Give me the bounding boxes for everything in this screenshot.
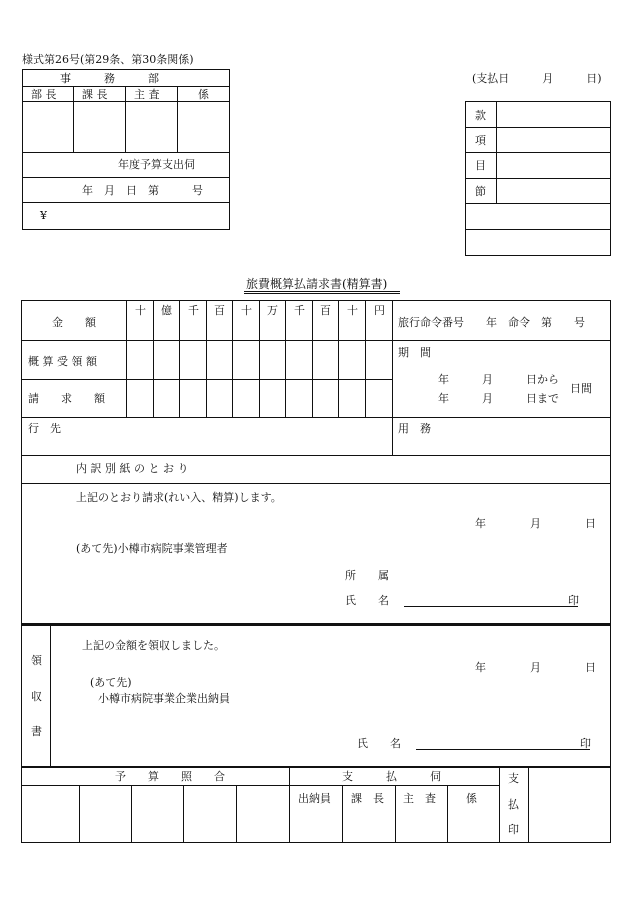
digit-label: 千 (188, 304, 199, 317)
office-role-shusa: 主 査 (134, 88, 160, 101)
period-to: 年 月 日まで (438, 392, 559, 405)
business-label: 用 務 (398, 422, 431, 435)
pay-seal-2: 払 (508, 798, 519, 811)
receipt-seal-mark: 印 (580, 737, 591, 750)
advance-received-label: 概 算 受 領 額 (28, 355, 97, 368)
footer-role-kacho: 課 長 (351, 792, 384, 805)
account-kou: 項 (475, 134, 486, 147)
office-role-kacho: 課 長 (82, 88, 108, 101)
period-label: 期 間 (398, 346, 431, 359)
receipt-side-1: 領 (31, 654, 42, 667)
receipt-addressee-2: 小樽市病院事業企業出納員 (98, 692, 230, 705)
pay-seal-3: 印 (508, 823, 519, 836)
claim-amount-label: 請 求 額 (28, 392, 105, 405)
receipt-side-3: 書 (31, 725, 42, 738)
destination-label: 行 先 (28, 422, 61, 435)
footer-role-shusa: 主 査 (403, 792, 436, 805)
digit-label: 億 (161, 304, 172, 317)
office-role-kakari: 係 (198, 88, 209, 101)
digit-label: 十 (241, 304, 252, 317)
form-number: 様式第26号(第29条、第30条関係) (22, 53, 194, 66)
request-addressee: (あて先)小樽市病院事業管理者 (76, 542, 228, 555)
footer-role-kakari: 係 (466, 792, 477, 805)
budget-check-label: 予 算 照 合 (115, 770, 225, 783)
pay-seal-1: 支 (508, 772, 519, 785)
digit-label: 十 (347, 304, 358, 317)
affiliation-label: 所 属 (345, 569, 389, 582)
payment-date: (支払日 月 日) (472, 72, 602, 85)
date-line: 年 月 日 第 号 (82, 184, 203, 197)
receipt-side-2: 収 (31, 690, 42, 703)
yen-sign: ¥ (40, 209, 47, 222)
receipt-addressee-1: (あて先) (90, 676, 132, 689)
footer-role-cashier: 出納員 (298, 792, 331, 805)
amount-label: 金 額 (52, 316, 96, 329)
account-kan: 款 (475, 109, 486, 122)
budget-line: 年度予算支出伺 (118, 158, 195, 171)
account-setsu: 節 (475, 185, 486, 198)
period-days: 日間 (570, 382, 592, 395)
digit-label: 百 (320, 304, 331, 317)
digit-label: 万 (267, 304, 278, 317)
footer-block (21, 767, 611, 843)
digit-label: 円 (374, 304, 385, 317)
payment-inquiry-label: 支 払 伺 (342, 770, 441, 783)
receipt-statement: 上記の金額を領収しました。 (82, 639, 225, 652)
name-label: 氏 名 (345, 594, 389, 607)
receipt-name-label: 氏 名 (357, 737, 401, 750)
digit-label: 千 (294, 304, 305, 317)
account-moku: 目 (475, 159, 486, 172)
office-role-bucho: 部 長 (31, 88, 57, 101)
request-date: 年 月 日 (475, 517, 596, 530)
period-from: 年 月 日から (438, 373, 559, 386)
digit-label: 百 (214, 304, 225, 317)
document-title: 旅費概算払請求書(精算書) (246, 277, 388, 291)
digit-label: 十 (135, 304, 146, 317)
office-title: 事 務 部 (60, 72, 159, 85)
receipt-date: 年 月 日 (475, 661, 596, 674)
order-number: 旅行命令番号 年 命令 第 号 (398, 316, 585, 329)
request-statement: 上記のとおり請求(れい入、精算)します。 (76, 491, 282, 504)
seal-mark: 印 (568, 594, 579, 607)
breakdown-note: 内 訳 別 紙 の と お り (76, 462, 189, 475)
